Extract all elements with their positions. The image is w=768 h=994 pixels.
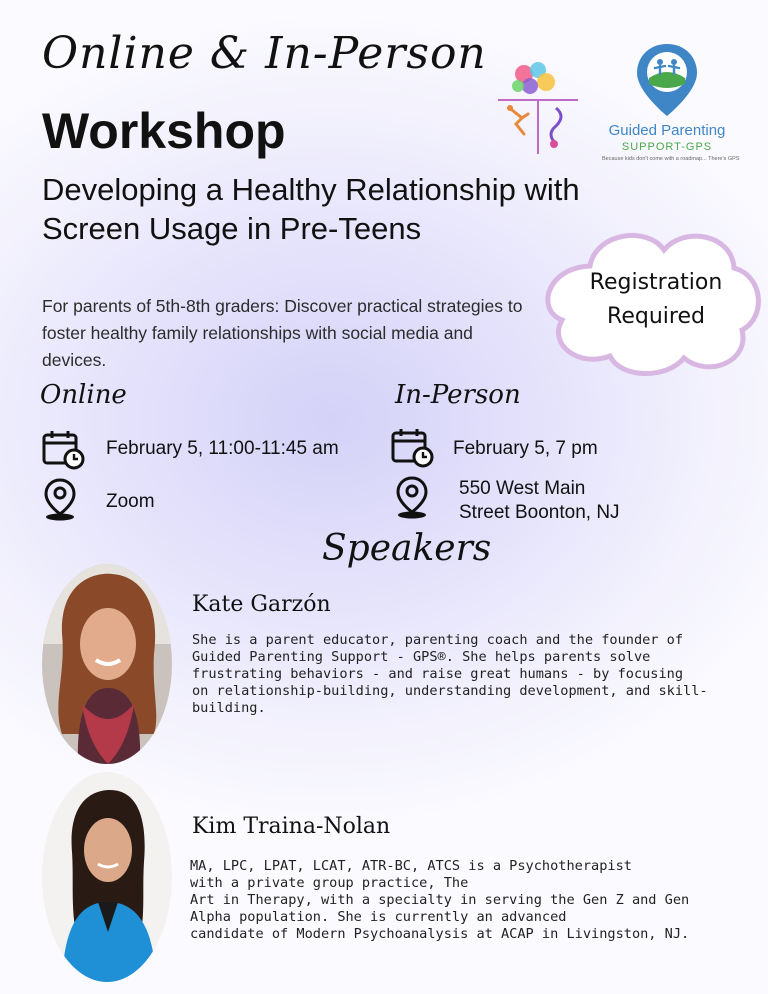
speaker-name-kate: Kate Garzón	[192, 592, 331, 617]
in-person-address-line1: 550 West Main	[459, 478, 586, 499]
gps-logo	[602, 40, 740, 170]
speaker-name-kim: Kim Traina-Nolan	[192, 814, 391, 839]
in-person-address-line2: Street Boonton, NJ	[459, 502, 620, 523]
speaker-photo-kate	[42, 564, 172, 764]
online-date: February 5, 11:00-11:45 am	[106, 438, 339, 459]
online-calendar-icon	[42, 430, 86, 475]
arts-logo	[494, 60, 580, 156]
in-person-date: February 5, 7 pm	[453, 438, 598, 459]
speaker-bio-kate: She is a parent educator, parenting coach and the founder of Guided Parenting Support - GPS®. She helps parents solve frustrating behaviors - and raise great humans - by focusing on relationship-building, understanding development, and skill- building.	[192, 632, 708, 716]
in-person-location-pin-icon	[396, 476, 432, 525]
speakers-label: Speakers	[322, 528, 492, 569]
gps-logo-name: Guided Parenting	[608, 122, 726, 139]
gps-logo-tagline: Because kids don't come with a roadmap... There's GPS	[602, 156, 740, 162]
in-person-calendar-icon	[391, 428, 435, 473]
online-location: Zoom	[106, 491, 155, 512]
gps-logo-subname: SUPPORT-GPS	[621, 141, 713, 153]
registration-required-text: Registration Required	[589, 270, 723, 329]
arts-logo-graphic	[494, 60, 580, 156]
headline-workshop: Workshop	[42, 103, 286, 159]
map-pin-logo-icon	[602, 40, 732, 120]
workshop-description: For parents of 5th-8th graders: Discover practical strategies to foster healthy family relationships with social media and devices.	[42, 296, 523, 370]
speaker-bio-kim: MA, LPC, LPAT, LCAT, ATR-BC, ATCS is a Psychotherapist with a private group practice, The Art in Therapy, with a specialty in serving the Gen Z and Gen Alpha population. She is currently an advanced candidate of Modern Psychoanalysis at ACAP in Livingston, NJ.	[190, 858, 690, 942]
headline-online-in-person: Online & In-Person	[42, 28, 487, 79]
workshop-subtitle: Developing a Healthy Relationship with Screen Usage in Pre-Teens	[42, 172, 580, 246]
speaker-photo-kim	[42, 772, 172, 982]
online-label: Online	[40, 380, 127, 410]
in-person-label: In-Person	[395, 380, 521, 410]
online-location-pin-icon	[44, 478, 80, 527]
